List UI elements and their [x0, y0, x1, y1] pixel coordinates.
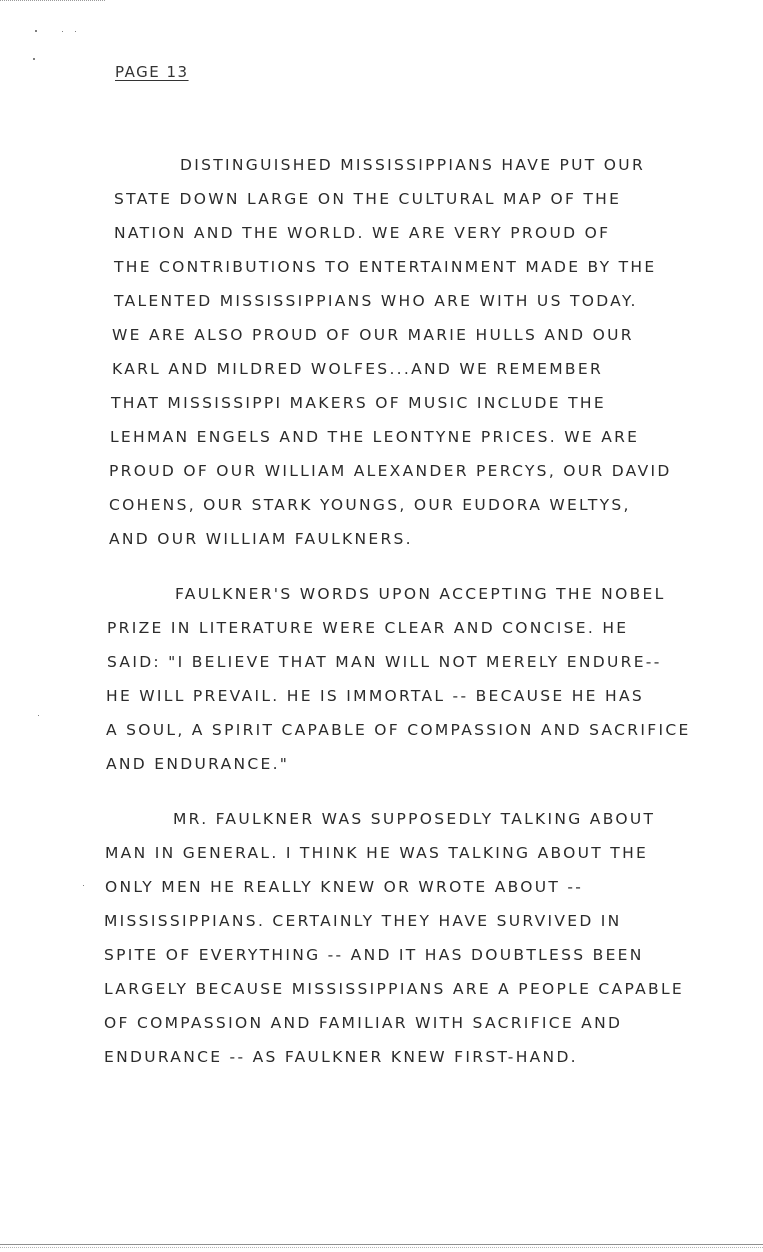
paragraph-1-line-11: COHENS, OUR STARK YOUNGS, OUR EUDORA WELTYS, [109, 496, 631, 514]
paragraph-2-line-3: SAID: "I BELIEVE THAT MAN WILL NOT MERELY ENDURE-- [107, 653, 662, 671]
paragraph-3-line-3: ONLY MEN HE REALLY KNEW OR WROTE ABOUT -- [105, 878, 584, 896]
scan-edge-dots [0, 0, 105, 1]
paragraph-2-line-2: PRIZE IN LITERATURE WERE CLEAR AND CONCISE. HE [107, 619, 629, 637]
scan-speck [33, 58, 35, 60]
scan-speck [83, 885, 84, 886]
paragraph-1-line-5: TALENTED MISSISSIPPIANS WHO ARE WITH US TODAY. [114, 292, 638, 310]
paragraph-3-line-1: MR. FAULKNER WAS SUPPOSEDLY TALKING ABOUT [173, 810, 656, 828]
paragraph-1-line-7: KARL AND MILDRED WOLFES...AND WE REMEMBER [112, 360, 604, 378]
paragraph-1-line-1: DISTINGUISHED MISSISSIPPIANS HAVE PUT OUR [180, 156, 646, 174]
paragraph-3-line-6: LARGELY BECAUSE MISSISSIPPIANS ARE A PEOPLE CAPABLE [104, 980, 684, 998]
paragraph-1-line-4: THE CONTRIBUTIONS TO ENTERTAINMENT MADE BY THE [114, 258, 657, 276]
scan-speck [35, 30, 37, 32]
scan-speck [62, 31, 63, 32]
paragraph-1-line-6: WE ARE ALSO PROUD OF OUR MARIE HULLS AND OUR [112, 326, 634, 344]
paragraph-3-line-4: MISSISSIPPIANS. CERTAINLY THEY HAVE SURVIVED IN [104, 912, 622, 930]
paragraph-1-line-2: STATE DOWN LARGE ON THE CULTURAL MAP OF THE [114, 190, 622, 208]
paragraph-1-line-9: LEHMAN ENGELS AND THE LEONTYNE PRICES. WE ARE [110, 428, 640, 446]
paragraph-1-line-10: PROUD OF OUR WILLIAM ALEXANDER PERCYS, OUR DAVID [109, 462, 672, 480]
paragraph-3-line-7: OF COMPASSION AND FAMILIAR WITH SACRIFICE AND [104, 1014, 623, 1032]
scan-speck [38, 715, 39, 716]
paragraph-2-line-4: HE WILL PREVAIL. HE IS IMMORTAL -- BECAUSE HE HAS [106, 687, 645, 705]
paragraph-2-line-5: A SOUL, A SPIRIT CAPABLE OF COMPASSION AND SACRIFICE [106, 721, 691, 739]
paragraph-3-line-8: ENDURANCE -- AS FAULKNER KNEW FIRST-HAND. [104, 1048, 578, 1066]
page-number: PAGE 13 [115, 63, 189, 81]
scan-bottom-edge [0, 1244, 763, 1245]
paragraph-2-line-1: FAULKNER'S WORDS UPON ACCEPTING THE NOBEL [175, 585, 666, 603]
paragraph-1-line-8: THAT MISSISSIPPI MAKERS OF MUSIC INCLUDE THE [111, 394, 606, 412]
paragraph-1-line-3: NATION AND THE WORLD. WE ARE VERY PROUD OF [114, 224, 611, 242]
scan-bottom-edge-dots [0, 1247, 763, 1248]
paragraph-3-line-5: SPITE OF EVERYTHING -- AND IT HAS DOUBTLESS BEEN [104, 946, 644, 964]
scan-speck [75, 31, 76, 32]
paragraph-2-line-6: AND ENDURANCE." [106, 755, 290, 773]
paragraph-3-line-2: MAN IN GENERAL. I THINK HE WAS TALKING ABOUT THE [105, 844, 649, 862]
paragraph-1-line-12: AND OUR WILLIAM FAULKNERS. [109, 530, 413, 548]
